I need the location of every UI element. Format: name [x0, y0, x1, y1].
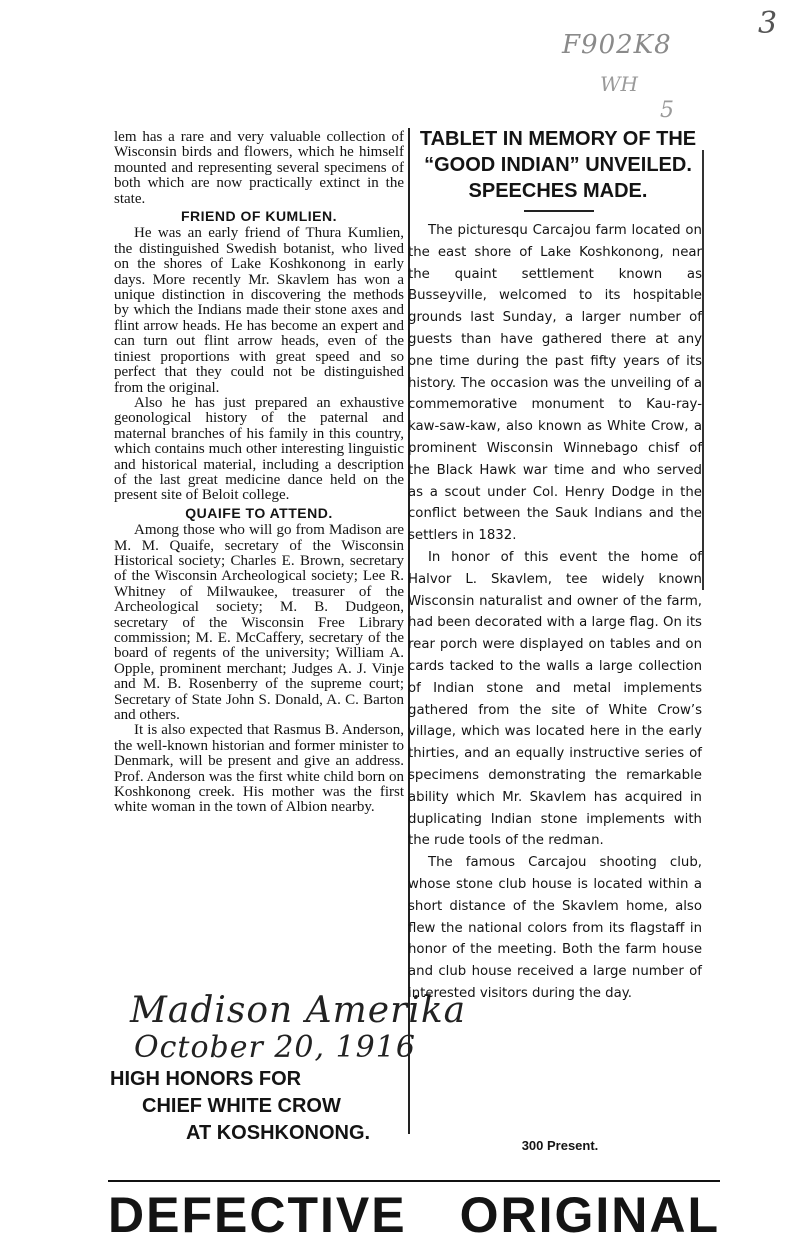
banner-word-original: ORIGINAL: [459, 1187, 720, 1243]
pencil-annotation-number: 5: [660, 98, 674, 123]
headline-rule: [524, 210, 594, 212]
banner-word-defective: DEFECTIVE: [108, 1187, 407, 1243]
right-column-edge-rule: [702, 150, 704, 590]
pencil-annotation-code: F902K8: [562, 30, 672, 60]
right-article-headline: [410, 126, 706, 204]
right-headline-line-3: SPEECHES MADE.: [468, 180, 648, 202]
left-paragraph-1: He was an early friend of Thura Kumlien, the distinguished Swedish botanist, who lived on the shores of Lake Koshkonong in early days. More recently Mr. Skavlem has won a unique distinction in discovering the methods by which the Indians made their stone axes and flint arrow heads. He has become an expert and can turn out flint arrow heads, even of the tiniest proportions with great speed and so perfect that they could not be distinguished from the original.: [114, 225, 404, 396]
handwritten-source-signature: Madison Amerika: [130, 990, 467, 1031]
defective-original-banner: [108, 1186, 720, 1244]
right-paragraph-1: The picturesqu Carcajou farm located on the east shore of Lake Koshkonong, near the quaint settlement known as Busseyville, welcomed to its hospitable grounds last Sunday, a larger number of guests than have gathered there at any one time during the past fifty years of its history. The occasion was the unveiling of a commemorative monument to Kau-ray-kaw-saw-kaw, also known as White Crow, a prominent Wisconsin Winnebago chisf of the Black Hawk war time and who served as a scout under Col. Henry Dodge in the conflict between the Sauk Indians and the settlers in 1832.: [408, 223, 702, 544]
headline-line-3: AT KOSHKONONG.: [186, 1122, 371, 1144]
right-paragraph-2: In honor of this event the home of Halvor L. Skavlem, tee widely known Wisconsin naturalist and owner of the farm, had been decorated with a large flag. On its rear porch were displayed on tables and on cards tacked to the walls a large collection of Indian stone and metal implements gathered from the site of White Crow’s village, which was located here in the early thirties, and an equally instructive series of specimens demonstrating the remarkable ability which Mr. Skavlem has acquired in duplicating Indian stone implements with the rude tools of the redman.: [408, 549, 702, 849]
right-paragraph-3: The famous Carcajou shooting club, whose stone club house is located within a short distance of the Skavlem home, also flew the national colors from its flagstaff in honor of the meeting. Both the farm house and club house received a large number of interested visitors during the day.: [408, 855, 702, 1001]
handwritten-date: October 20, 1916: [134, 1030, 416, 1065]
headline-line-1: HIGH HONORS FOR: [110, 1068, 302, 1090]
left-intro-paragraph: lem has a rare and very valuable collection of Wisconsin birds and flowers, which he himself mounted and representing several specimens of both which are now practically extinct in the state.: [114, 129, 404, 207]
left-paragraph-2: Also he has just prepared an exhaustive geonological history of the paternal and maternal branches of his family in this country, which contains much other interesting linguistic and historical material, including a description of the last great medicine dance held on the present site of Beloit college.: [114, 394, 404, 504]
left-paragraph-4: It is also expected that Rasmus B. Anderson, the well-known historian and former minister to Denmark, will be present and give an address. Prof. Anderson was the first white child born on Koshkonong creek. His mother was the first white woman in the town of Albion nearby.: [114, 722, 404, 816]
article-headline: [108, 1066, 404, 1147]
right-headline-line-2: “GOOD INDIAN” UNVEILED.: [424, 154, 692, 176]
headline-line-2: CHIEF WHITE CROW: [142, 1095, 341, 1117]
right-article-column: [408, 220, 702, 1005]
right-subheading-present: 300 Present.: [521, 1138, 599, 1153]
banner-rule: [108, 1180, 720, 1182]
left-subheading-quaife: QUAIFE TO ATTEND.: [185, 504, 333, 521]
left-paragraph-3: Among those who will go from Madison are M. M. Quaife, secretary of the Wisconsin Historical society; Charles E. Brown, secretary of the Wisconsin Archeological society; Lee R. Whitney of Milwaukee, treasurer of the Archeological society; M. B. Dudgeon, secretary of the Wisconsin Free Library commission; M. E. McCaffery, secretary of the board of regents of the university; William A. Opple, prominent merchant; Judges A. J. Vinje and M. B. Rosenberry of the supreme court; Secretary of State John S. Donald, A. C. Barton and others.: [114, 522, 404, 724]
corner-page-mark: 3: [758, 6, 778, 41]
right-headline-line-1: TABLET IN MEMORY OF THE: [419, 128, 697, 150]
left-article-column: [114, 130, 404, 816]
left-subheading-kumlien: FRIEND OF KUMLIEN.: [181, 208, 337, 225]
pencil-annotation-initials: WH: [600, 72, 638, 96]
